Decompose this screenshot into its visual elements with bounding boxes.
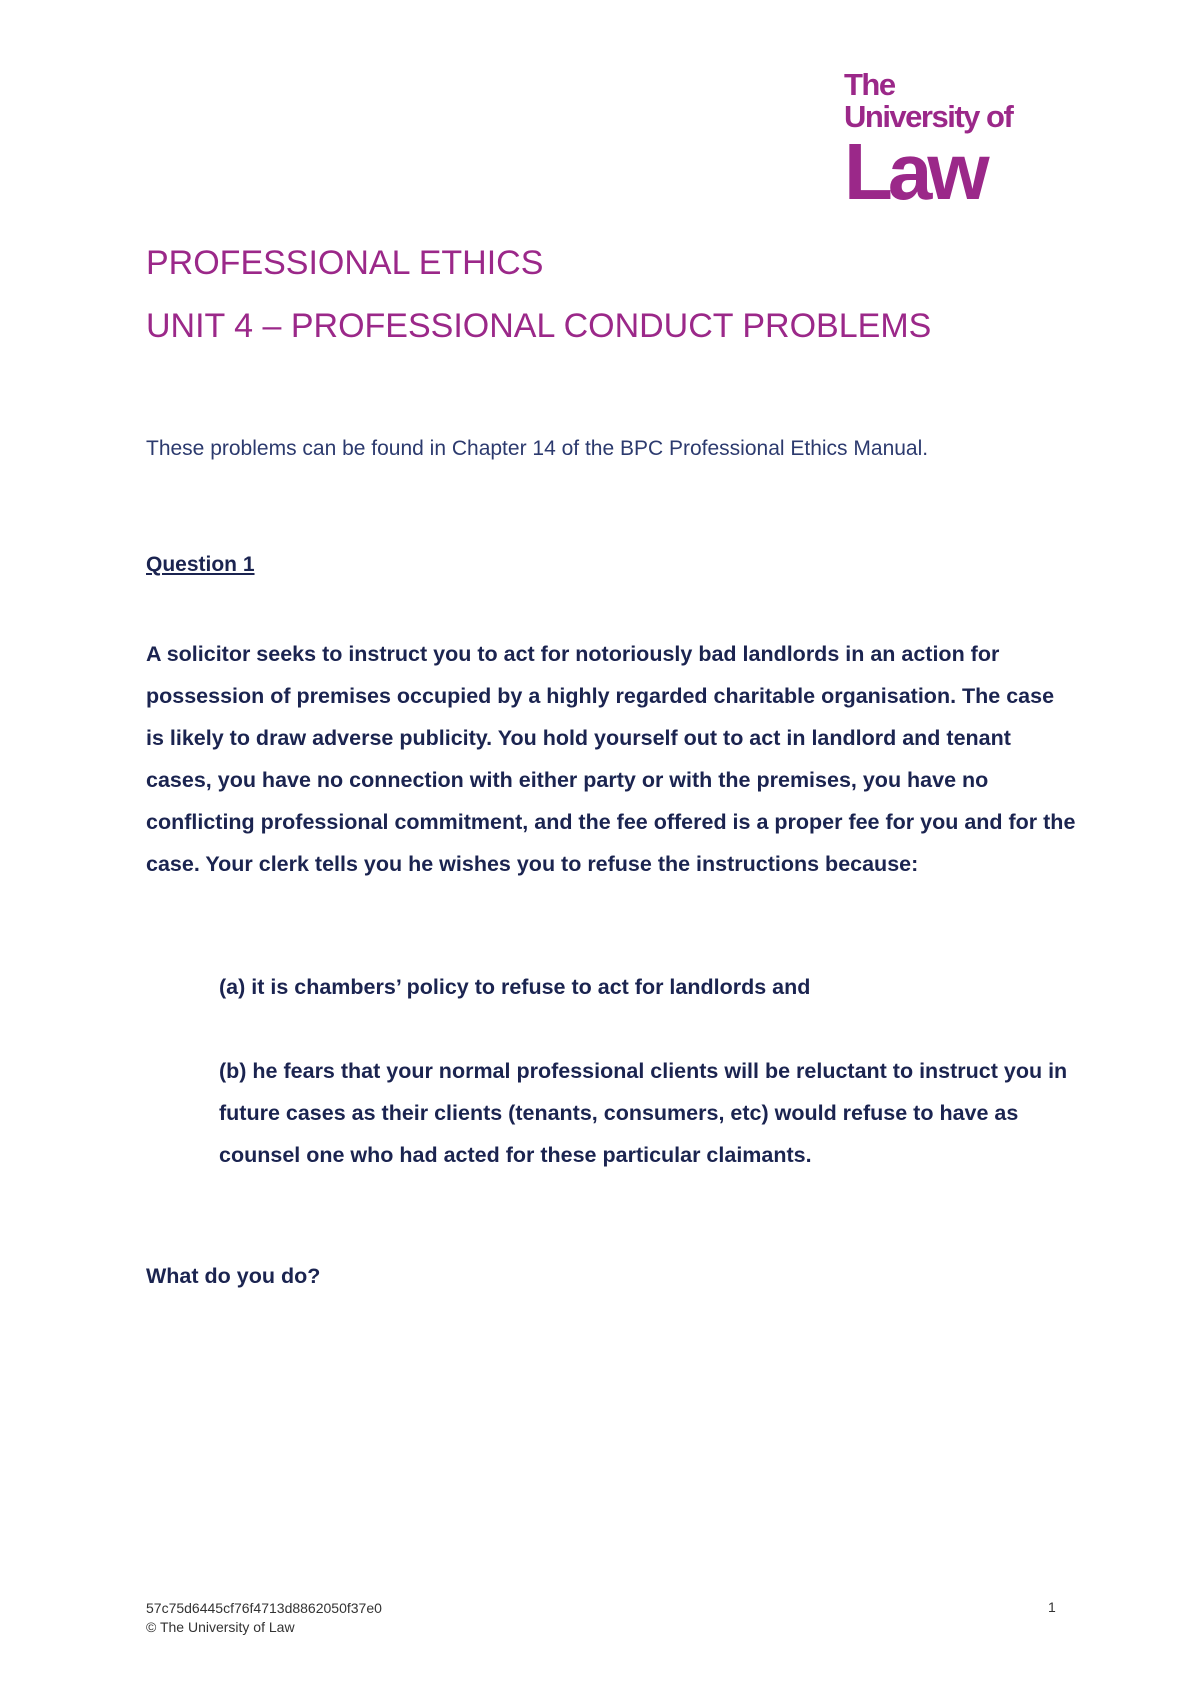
- question-point-a: (a) it is chambers’ policy to refuse to act for landlords and: [219, 975, 811, 999]
- question-heading: Question 1: [146, 553, 255, 576]
- unit-title: UNIT 4 – PROFESSIONAL CONDUCT PROBLEMS: [146, 307, 932, 345]
- university-of-law-logo: [844, 67, 1013, 216]
- copyright-notice: © The University of Law: [146, 1619, 295, 1635]
- question-body: A solicitor seeks to instruct you to act for notoriously bad landlords in an action for possession of premises occupied by a highly regarded charitable organisation. The case is likely to draw adverse publicity. You hold yourself out to act in landlord and tenant cases, you have no connection with either party or with the premises, you have no conflicting professional commitment, and the fee offered is a proper fee for you and for the case. Your clerk tells you he wishes you to refuse the instructions because:: [146, 642, 1076, 876]
- logo-line-university-of: University of: [844, 99, 1013, 134]
- question-point-b: (b) he fears that your normal professional clients will be reluctant to instruct you in future cases as their clients (tenants, consumers, etc) would refuse to have as counsel one who had acted for these particular claimants.: [219, 1059, 1068, 1167]
- page-number: 1: [1048, 1599, 1056, 1615]
- footer: [146, 1599, 382, 1637]
- page-title: PROFESSIONAL ETHICS: [146, 244, 544, 282]
- question-prompt: What do you do?: [146, 1264, 321, 1288]
- intro-text: These problems can be found in Chapter 14 of the BPC Professional Ethics Manual.: [146, 437, 929, 460]
- logo-line-the: The: [844, 67, 895, 102]
- logo-line-law: Law: [844, 127, 985, 216]
- document-id: 57c75d6445cf76f4713d8862050f37e0: [146, 1600, 382, 1616]
